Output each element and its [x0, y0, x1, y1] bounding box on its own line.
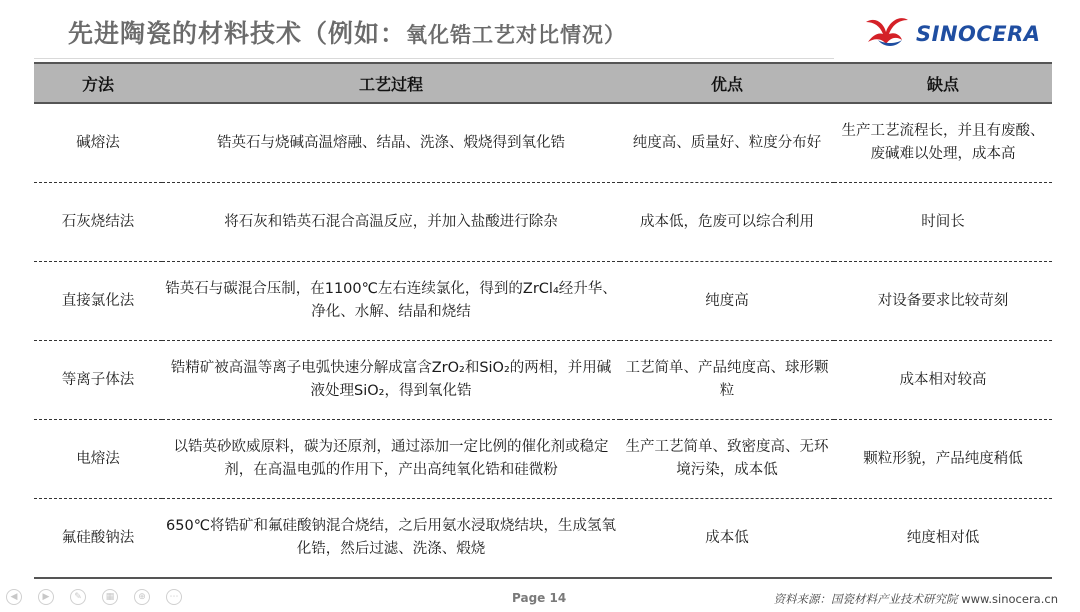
page-number: Page 14	[512, 591, 567, 605]
slideshow-nav-controls	[6, 589, 182, 605]
table-row	[34, 103, 1052, 183]
cell-process: 650℃将锆矿和氟硅酸钠混合烧结，之后用氨水浸取烧结块，生成氢氧化锆，然后过滤、洗涤、煅烧	[162, 499, 620, 579]
slides-icon[interactable]: ▦	[102, 589, 118, 605]
sinocera-bird-logo-icon	[862, 14, 910, 54]
table-header-row	[34, 63, 1052, 103]
cell-cons: 纯度相对低	[834, 499, 1052, 579]
process-comparison-table	[34, 62, 1052, 579]
cell-method: 直接氯化法	[34, 262, 162, 341]
cell-method: 电熔法	[34, 420, 162, 499]
pen-icon[interactable]: ✎	[70, 589, 86, 605]
title-divider	[34, 58, 834, 59]
table-row	[34, 262, 1052, 341]
column-header-pros: 优点	[620, 63, 834, 103]
slide-title-main: 先进陶瓷的材料技术（例如：	[68, 19, 407, 48]
cell-process: 将石灰和锆英石混合高温反应，并加入盐酸进行除杂	[162, 183, 620, 262]
cell-method: 石灰烧结法	[34, 183, 162, 262]
forward-icon[interactable]: ▶	[38, 589, 54, 605]
cell-method: 碱熔法	[34, 103, 162, 183]
cell-process: 锆精矿被高温等离子电弧快速分解成富含ZrO₂和SiO₂的两相，并用碱液处理SiO₂，得到氧化锆	[162, 341, 620, 420]
logo-text: SINOCERA	[916, 22, 1041, 46]
cell-method: 氟硅酸钠法	[34, 499, 162, 579]
column-header-cons: 缺点	[834, 63, 1052, 103]
cell-cons: 颗粒形貌，产品纯度稍低	[834, 420, 1052, 499]
table-row	[34, 499, 1052, 579]
cell-method: 等离子体法	[34, 341, 162, 420]
table-row	[34, 183, 1052, 262]
source-label: 资料来源：国瓷材料产业技术研究院	[773, 592, 958, 606]
sinocera-logo	[862, 14, 1041, 54]
cell-cons: 对设备要求比较苛刻	[834, 262, 1052, 341]
source-url: www.sinocera.cn	[961, 592, 1058, 606]
zoom-icon[interactable]: ⊕	[134, 589, 150, 605]
cell-pros: 成本低	[620, 499, 834, 579]
cell-cons: 成本相对较高	[834, 341, 1052, 420]
cell-cons: 生产工艺流程长，并且有废酸、废碱难以处理，成本高	[834, 103, 1052, 183]
slide-title-sub: 氧化锆工艺对比情况）	[406, 23, 627, 47]
more-icon[interactable]: ⋯	[166, 589, 182, 605]
cell-process: 锆英石与烧碱高温熔融、结晶、洗涤、煅烧得到氧化锆	[162, 103, 620, 183]
cell-pros: 成本低，危废可以综合利用	[620, 183, 834, 262]
slide-title	[68, 14, 626, 50]
cell-pros: 纯度高	[620, 262, 834, 341]
source-note	[774, 591, 1058, 607]
column-header-method: 方法	[34, 63, 162, 103]
column-header-process: 工艺过程	[162, 63, 620, 103]
cell-process: 锆英石与碳混合压制，在1100℃左右连续氯化，得到的ZrCl₄经升华、净化、水解、结晶和烧结	[162, 262, 620, 341]
table-row	[34, 420, 1052, 499]
cell-pros: 纯度高、质量好、粒度分布好	[620, 103, 834, 183]
cell-pros: 工艺简单、产品纯度高、球形颗粒	[620, 341, 834, 420]
back-icon[interactable]: ◀	[6, 589, 22, 605]
cell-process: 以锆英砂欧威原料，碳为还原剂，通过添加一定比例的催化剂或稳定剂，在高温电弧的作用下，产出高纯氧化锆和硅微粉	[162, 420, 620, 499]
cell-cons: 时间长	[834, 183, 1052, 262]
table-row	[34, 341, 1052, 420]
cell-pros: 生产工艺简单、致密度高、无环境污染，成本低	[620, 420, 834, 499]
